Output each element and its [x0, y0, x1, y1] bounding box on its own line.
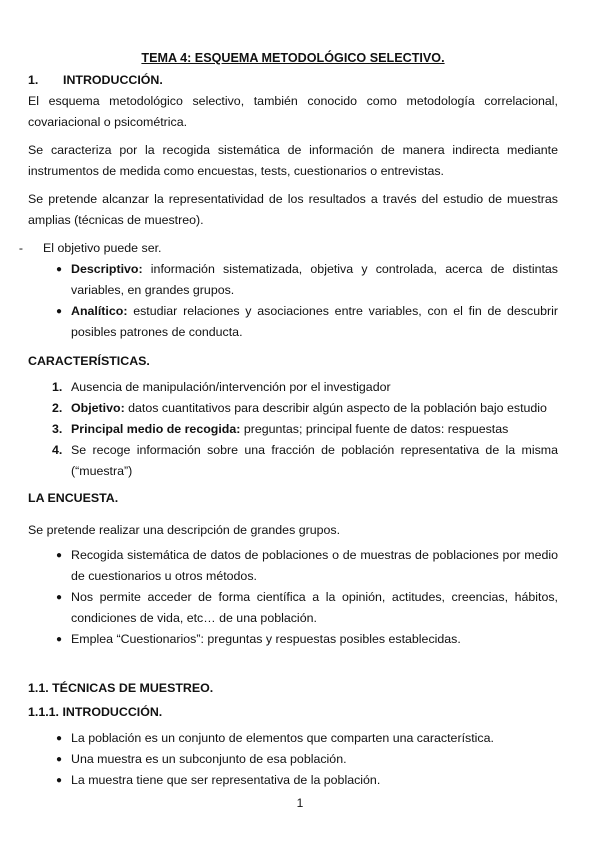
objective-text: El objetivo puede ser. — [43, 241, 162, 255]
bullet-icon: ● — [56, 550, 63, 561]
section-title: INTRODUCCIÓN. — [63, 73, 163, 87]
list-item — [28, 770, 558, 791]
item-text: preguntas; principal fuente de datos: respuestas — [240, 422, 509, 436]
intro-paragraph-2: Se caracteriza por la recogida sistemática de información de manera indirecta mediante instrumentos de medida como encuestas, tests, cuestionarios o entrevistas. — [28, 143, 558, 178]
item-text: Ausencia de manipulación/intervención por el investigador — [71, 380, 391, 394]
item-text: información sistematizada, objetiva y controlada, acerca de distintas variables, en grandes grupos. — [71, 262, 558, 297]
intro-paragraph-3: Se pretende alcanzar la representatividad de los resultados a través del estudio de muestras amplias (técnicas de muestreo). — [28, 192, 558, 227]
list-item — [28, 728, 558, 749]
item-term: Descriptivo: — [71, 262, 143, 276]
sampling-heading: 1.1. TÉCNICAS DE MUESTREO. — [28, 681, 214, 695]
item-text: Se recoge información sobre una fracción de población representativa de la misma (“muestra”) — [71, 443, 558, 478]
section-heading-introduccion — [28, 71, 558, 89]
list-item — [28, 440, 558, 482]
item-text: Recogida sistemática de datos de poblaciones o de muestras de poblaciones por medio de cuestionarios u otros métodos. — [71, 548, 558, 583]
item-number: 1. — [52, 380, 63, 394]
bullet-icon: ● — [56, 306, 63, 317]
list-item — [28, 419, 558, 440]
list-item — [28, 398, 558, 419]
characteristics-list — [28, 377, 558, 482]
item-text: Una muestra es un subconjunto de esa población. — [71, 752, 347, 766]
bullet-icon: ● — [56, 264, 63, 275]
document-page — [18, 50, 558, 791]
item-text: Emplea “Cuestionarios”: preguntas y respuestas posibles establecidas. — [71, 632, 461, 646]
survey-heading: LA ENCUESTA. — [28, 491, 119, 505]
item-text: La muestra tiene que ser representativa de la población. — [71, 773, 381, 787]
bullet-icon: ● — [56, 733, 63, 744]
bullet-icon: ● — [56, 634, 63, 645]
survey-intro: Se pretende realizar una descripción de grandes grupos. — [28, 523, 341, 537]
list-item — [28, 301, 558, 343]
intro-paragraph-1: El esquema metodológico selectivo, también conocido como metodología correlacional, covariacional o psicométrica. — [28, 94, 558, 129]
item-text: datos cuantitativos para describir algún aspecto de la población bajo estudio — [124, 401, 547, 415]
page-number: 1 — [296, 796, 304, 810]
survey-list — [28, 545, 558, 650]
item-text: La población es un conjunto de elementos que comparten una característica. — [71, 731, 494, 745]
document-title: TEMA 4: ESQUEMA METODOLÓGICO SELECTIVO. — [141, 51, 445, 65]
item-term: Analítico: — [71, 304, 128, 318]
item-text: estudiar relaciones y asociaciones entre variables, con el fin de descubrir posibles patrones de conducta. — [71, 304, 558, 339]
sampling-list — [28, 728, 558, 791]
item-term: Objetivo: — [71, 401, 125, 415]
objective-list — [28, 259, 558, 343]
item-number: 4. — [52, 443, 63, 457]
section-number: 1. — [28, 73, 39, 87]
dash-marker: - — [18, 241, 23, 255]
objective-line — [18, 238, 558, 259]
bullet-icon: ● — [56, 775, 63, 786]
sampling-subheading: 1.1.1. INTRODUCCIÓN. — [28, 705, 163, 719]
list-item — [28, 629, 558, 650]
list-item — [28, 587, 558, 629]
item-number: 3. — [52, 422, 63, 436]
characteristics-heading: CARACTERÍSTICAS. — [28, 354, 150, 368]
list-item — [28, 259, 558, 301]
item-text: Nos permite acceder de forma científica a la opinión, actitudes, creencias, hábitos, condiciones de vida, etc… de una población. — [71, 590, 558, 625]
list-item — [28, 749, 558, 770]
item-number: 2. — [52, 401, 63, 415]
list-item — [28, 545, 558, 587]
bullet-icon: ● — [56, 592, 63, 603]
list-item — [28, 377, 558, 398]
item-term: Principal medio de recogida: — [71, 422, 241, 436]
bullet-icon: ● — [56, 754, 63, 765]
